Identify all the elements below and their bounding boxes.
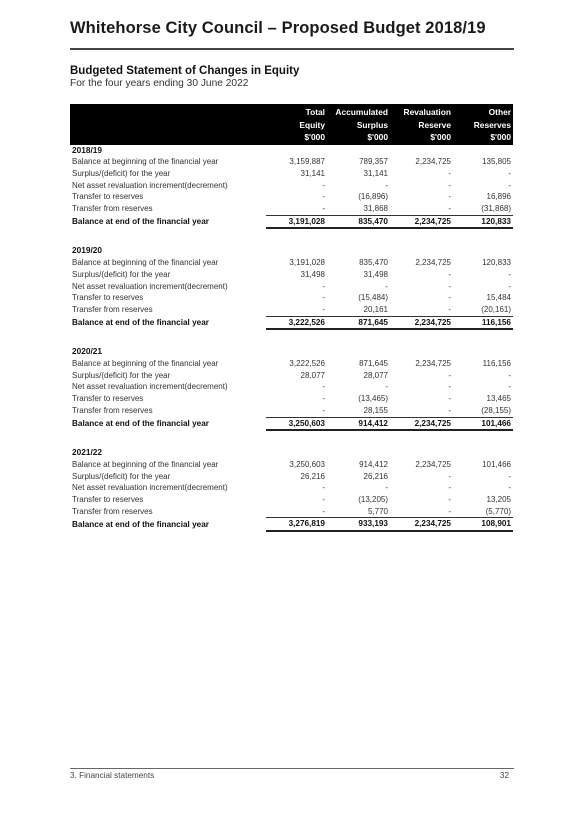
equity-table-header — [70, 104, 513, 145]
col-header-other: Other — [453, 104, 513, 119]
total-row — [70, 316, 513, 329]
year-header-row — [70, 447, 513, 459]
row-value: - — [266, 405, 327, 417]
col-header-revaluation-line2: Reserve — [390, 119, 453, 132]
total-label: Balance at end of the financial year — [72, 317, 209, 327]
row-value: - — [322, 192, 325, 202]
row-label: Surplus/(deficit) for the year — [72, 471, 171, 481]
row-value: - — [448, 281, 451, 291]
row-value: - — [266, 506, 327, 518]
row-value: - — [448, 382, 451, 392]
row-value: (31,868) — [453, 203, 513, 215]
row-value: - — [508, 281, 511, 291]
row-value: 871,645 — [359, 359, 388, 369]
total-value: 3,250,603 — [266, 417, 327, 430]
row-value: - — [448, 370, 451, 380]
year-header-row — [70, 145, 513, 157]
row-value: 101,466 — [482, 459, 511, 469]
statement-subtitle: For the four years ending 30 June 2022 — [70, 78, 249, 89]
footer-divider — [70, 768, 514, 769]
row-value: 26,216 — [300, 471, 325, 481]
row-value: - — [448, 293, 451, 303]
table-row — [70, 180, 513, 192]
col-header-accumulated: Accumulated — [327, 104, 390, 119]
row-value: - — [508, 471, 511, 481]
row-label: Transfer from reserves — [72, 406, 153, 416]
row-value: - — [448, 471, 451, 481]
row-value: - — [385, 180, 388, 190]
spacer-row — [70, 228, 513, 245]
row-label: Surplus/(deficit) for the year — [72, 269, 171, 279]
total-value: 2,234,725 — [390, 518, 453, 531]
row-label: Net asset revaluation increment(decrement) — [72, 483, 228, 493]
row-value: - — [390, 506, 453, 518]
table-row — [70, 292, 513, 304]
row-label: Transfer to reserves — [72, 192, 144, 202]
row-value: - — [390, 304, 453, 316]
table-row — [70, 405, 513, 417]
col-header-accumulated-line2: Surplus — [327, 119, 390, 132]
row-value: - — [508, 180, 511, 190]
row-label: Balance at beginning of the financial year — [72, 258, 219, 268]
row-value: 20,161 — [327, 304, 390, 316]
table-row — [70, 358, 513, 370]
row-value: (5,770) — [453, 506, 513, 518]
row-value: - — [448, 269, 451, 279]
row-value: (15,484) — [358, 293, 388, 303]
row-value: 835,470 — [359, 258, 388, 268]
col-header-other-line2: Reserves — [453, 119, 513, 132]
row-value: - — [448, 180, 451, 190]
year-label: 2019/20 — [72, 245, 102, 256]
row-value: 28,077 — [300, 370, 325, 380]
col-header-total: Total — [266, 104, 327, 119]
row-value: 2,234,725 — [415, 157, 451, 167]
total-value: 914,412 — [327, 417, 390, 430]
row-value: - — [322, 483, 325, 493]
row-value: 3,222,526 — [289, 359, 325, 369]
row-value: 120,833 — [482, 258, 511, 268]
spacer-row — [70, 430, 513, 447]
row-value: 31,141 — [363, 168, 388, 178]
col-header-total-line2: Equity — [266, 119, 327, 132]
total-value: 2,234,725 — [390, 417, 453, 430]
row-value: 914,412 — [359, 459, 388, 469]
row-value: - — [385, 281, 388, 291]
year-label: 2021/22 — [72, 447, 102, 458]
equity-table — [70, 104, 513, 532]
row-value: (16,896) — [358, 192, 388, 202]
row-value: 28,077 — [363, 370, 388, 380]
row-label: Transfer from reserves — [72, 305, 153, 315]
year-header-row — [70, 245, 513, 257]
row-value: - — [508, 370, 511, 380]
row-value: - — [390, 203, 453, 215]
col-header-revaluation-unit: $'000 — [390, 131, 453, 145]
row-value: - — [448, 483, 451, 493]
spacer-row — [70, 329, 513, 346]
row-value: - — [448, 495, 451, 505]
row-value: - — [266, 304, 327, 316]
total-value: 108,901 — [453, 518, 513, 531]
table-row — [70, 168, 513, 180]
table-row — [70, 203, 513, 215]
total-value: 116,156 — [453, 316, 513, 329]
row-value: 15,484 — [486, 293, 511, 303]
total-value: 2,234,725 — [390, 316, 453, 329]
table-row — [70, 304, 513, 316]
row-value: 116,156 — [482, 359, 511, 369]
document-title: Whitehorse City Council – Proposed Budget 2018/19 — [70, 19, 486, 37]
row-value: (13,465) — [358, 394, 388, 404]
row-value: 3,250,603 — [289, 459, 325, 469]
table-row — [70, 269, 513, 281]
row-value: 31,141 — [300, 168, 325, 178]
year-label: 2018/19 — [72, 144, 102, 155]
col-header-revaluation: Revaluation — [390, 104, 453, 119]
row-value: 5,770 — [327, 506, 390, 518]
total-row — [70, 215, 513, 228]
row-value: - — [448, 394, 451, 404]
col-header-other-unit: $'000 — [453, 131, 513, 145]
row-value: - — [448, 168, 451, 178]
row-label: Transfer to reserves — [72, 495, 144, 505]
row-value: 26,216 — [363, 471, 388, 481]
row-label: Net asset revaluation increment(decrement) — [72, 281, 228, 291]
total-row — [70, 518, 513, 531]
row-label: Balance at beginning of the financial year — [72, 459, 219, 469]
total-value: 933,193 — [327, 518, 390, 531]
total-value: 3,222,526 — [266, 316, 327, 329]
total-row — [70, 417, 513, 430]
total-value: 2,234,725 — [390, 215, 453, 228]
page-number: 32 — [499, 771, 509, 780]
row-value: 2,234,725 — [415, 359, 451, 369]
table-row — [70, 257, 513, 269]
row-label: Transfer from reserves — [72, 204, 153, 214]
row-value: - — [390, 405, 453, 417]
row-value: - — [322, 495, 325, 505]
total-value: 835,470 — [327, 215, 390, 228]
table-row — [70, 459, 513, 471]
row-value: - — [508, 168, 511, 178]
row-value: 16,896 — [486, 192, 511, 202]
total-label: Balance at end of the financial year — [72, 216, 209, 226]
table-row — [70, 471, 513, 483]
row-label: Surplus/(deficit) for the year — [72, 168, 171, 178]
row-label: Transfer to reserves — [72, 293, 144, 303]
row-value: 13,465 — [486, 394, 511, 404]
table-row — [70, 494, 513, 506]
row-value: 28,155 — [327, 405, 390, 417]
row-value: 2,234,725 — [415, 459, 451, 469]
total-value: 101,466 — [453, 417, 513, 430]
row-label: Balance at beginning of the financial year — [72, 359, 219, 369]
table-row — [70, 370, 513, 382]
row-value: - — [322, 394, 325, 404]
total-value: 3,191,028 — [266, 215, 327, 228]
total-label: Balance at end of the financial year — [72, 418, 209, 428]
table-row — [70, 393, 513, 405]
table-row — [70, 281, 513, 293]
col-header-total-unit: $'000 — [266, 131, 327, 145]
row-value: (20,161) — [453, 304, 513, 316]
row-value: - — [508, 382, 511, 392]
row-value: (13,205) — [358, 495, 388, 505]
row-value: 31,498 — [363, 269, 388, 279]
row-value: 13,205 — [486, 495, 511, 505]
row-value: - — [508, 483, 511, 493]
row-label: Transfer to reserves — [72, 394, 144, 404]
col-header-accumulated-unit: $'000 — [327, 131, 390, 145]
row-label: Net asset revaluation increment(decrement) — [72, 180, 228, 190]
row-value: 2,234,725 — [415, 258, 451, 268]
equity-table-body — [70, 145, 513, 532]
row-value: 31,868 — [327, 203, 390, 215]
row-value: - — [322, 293, 325, 303]
table-row — [70, 156, 513, 168]
total-label: Balance at end of the financial year — [72, 519, 209, 529]
total-value: 871,645 — [327, 316, 390, 329]
row-label: Transfer from reserves — [72, 507, 153, 517]
header-divider — [70, 48, 514, 50]
statement-title: Budgeted Statement of Changes in Equity — [70, 65, 300, 77]
row-label: Balance at beginning of the financial year — [72, 157, 219, 167]
row-value: (28,155) — [453, 405, 513, 417]
row-value: 31,498 — [300, 269, 325, 279]
year-header-row — [70, 346, 513, 358]
row-value: - — [322, 281, 325, 291]
row-value: 789,357 — [359, 157, 388, 167]
table-row — [70, 506, 513, 518]
row-value: - — [385, 483, 388, 493]
row-value: - — [266, 203, 327, 215]
footer-section: 3. Financial statements — [70, 771, 155, 780]
table-row — [70, 191, 513, 203]
row-value: - — [385, 382, 388, 392]
row-label: Surplus/(deficit) for the year — [72, 370, 171, 380]
row-value: - — [508, 269, 511, 279]
total-value: 120,833 — [453, 215, 513, 228]
table-row — [70, 482, 513, 494]
total-value: 3,276,819 — [266, 518, 327, 531]
year-label: 2020/21 — [72, 346, 102, 357]
row-value: - — [322, 382, 325, 392]
row-value: 3,191,028 — [289, 258, 325, 268]
table-row — [70, 381, 513, 393]
row-value: 135,805 — [482, 157, 511, 167]
row-value: - — [322, 180, 325, 190]
row-value: - — [448, 192, 451, 202]
row-value: 3,159,887 — [289, 157, 325, 167]
row-label: Net asset revaluation increment(decrement) — [72, 382, 228, 392]
